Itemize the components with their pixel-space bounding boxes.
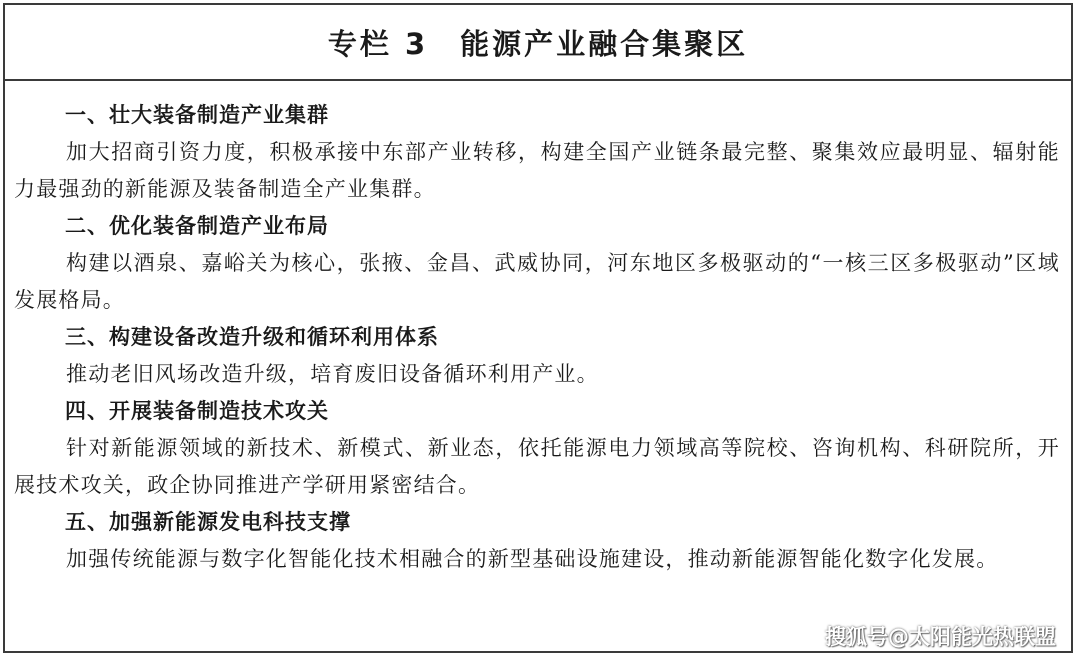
source-watermark: 搜狐号@太阳能光热联盟 bbox=[825, 625, 1056, 649]
section-paragraph: 加大招商引资力度，积极承接中东部产业转移，构建全国产业链条最完整、聚集效应最明显、辐射能力最强劲的新能源及装备制造全产业集群。 bbox=[14, 140, 1060, 201]
section-3 bbox=[14, 319, 1060, 393]
section-paragraph: 构建以酒泉、嘉峪关为核心，张掖、金昌、武威协同，河东地区多极驱动的“一核三区多极驱动”区域发展格局。 bbox=[14, 251, 1060, 312]
section-5 bbox=[14, 504, 1060, 578]
title-bar bbox=[5, 5, 1071, 81]
section-2 bbox=[14, 208, 1060, 319]
page-title: 专栏 3 能源产业融合集聚区 bbox=[327, 26, 749, 61]
section-heading: 三、构建设备改造升级和循环利用体系 bbox=[65, 325, 439, 349]
section-4 bbox=[14, 393, 1060, 504]
section-paragraph: 针对新能源领域的新技术、新模式、新业态，依托能源电力领域高等院校、咨询机构、科研院所，开展技术攻关，政企协同推进产学研用紧密结合。 bbox=[14, 436, 1060, 497]
section-heading: 一、壮大装备制造产业集群 bbox=[65, 103, 329, 127]
column-content bbox=[14, 97, 1060, 578]
section-heading: 五、加强新能源发电科技支撑 bbox=[65, 510, 351, 534]
section-paragraph: 推动老旧风场改造升级，培育废旧设备循环利用产业。 bbox=[66, 362, 599, 386]
section-1 bbox=[14, 97, 1060, 208]
section-heading: 四、开展装备制造技术攻关 bbox=[65, 399, 329, 423]
section-heading: 二、优化装备制造产业布局 bbox=[65, 214, 329, 238]
section-paragraph: 加强传统能源与数字化智能化技术相融合的新型基础设施建设，推动新能源智能化数字化发展。 bbox=[66, 547, 999, 571]
